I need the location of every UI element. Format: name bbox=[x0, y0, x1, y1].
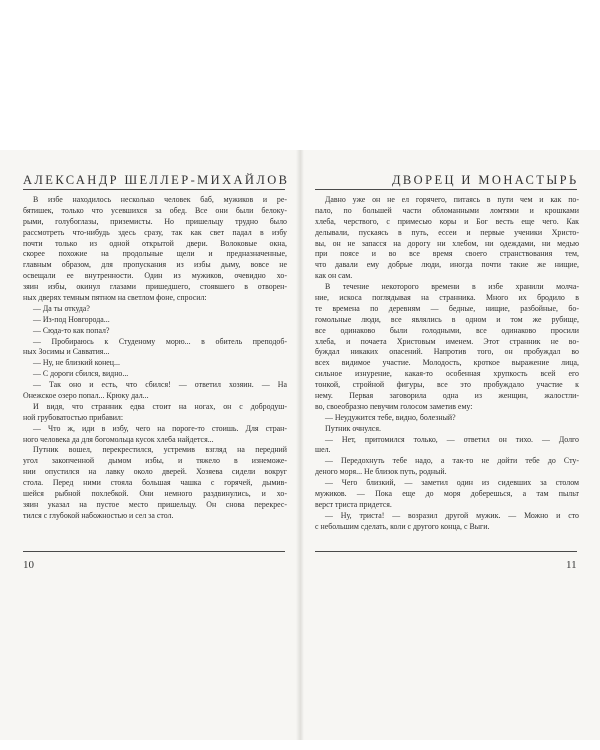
text-line: — Передохнуть тебе надо, а так-то не дойти тебе до Сту- bbox=[325, 456, 579, 466]
text-line: тился с глубокой набожностью и сел за стол. bbox=[23, 510, 174, 520]
text-line: рассмотреть что-нибудь здесь сразу, так как свет падал в избу bbox=[23, 227, 287, 237]
text-line: верст триста придется. bbox=[315, 499, 392, 509]
text-line: шел. bbox=[315, 445, 331, 455]
text-line: стола. Перед ними стояла большая чашка с горячей, дымив- bbox=[23, 478, 287, 488]
text-line: угол закопченной дымом избы, и тяжело в изнеможе- bbox=[23, 456, 287, 466]
left-header-rule bbox=[23, 189, 285, 190]
text-line: — Да ты откуда? bbox=[33, 303, 90, 313]
text-line: ных дверях темным пятном на светлом фоне, спросил: bbox=[23, 293, 207, 303]
text-line: почти только из одной открытой двери. Волоковые окна, bbox=[23, 238, 287, 248]
text-line: шейся рыбной похлебкой. Они немного раздвинулись, и хо- bbox=[23, 489, 287, 499]
text-line: Путник вошел, перекрестился, устремив взгляд на передний bbox=[33, 445, 287, 455]
text-line: ной грубоватостью прибавил: bbox=[23, 412, 124, 422]
text-line: зяин указал на пустое место пришельцу. Он снова перекрес- bbox=[23, 499, 287, 509]
text-line: все одинаково были голодными, все одинаково просили bbox=[315, 325, 579, 335]
text-line: Давно уже он не ел горячего, питаясь в пути чем и как по- bbox=[325, 195, 579, 204]
text-line: с небольшим сделать, коли с другого конца, с Выги. bbox=[315, 521, 490, 531]
text-line: Путник очнулся. bbox=[325, 423, 381, 433]
text-line: зяин избы, окинул глазами пришедшего, стоявшего в отворен- bbox=[23, 282, 287, 292]
left-body-text bbox=[23, 195, 287, 522]
text-line: как он сам. bbox=[315, 271, 353, 281]
text-line: — Нет, притомился только, — ответил он тихо. — Долго bbox=[325, 434, 579, 444]
left-footer-rule bbox=[23, 551, 285, 552]
text-line: — Чего близкий, — заметил один из сидевших за столом bbox=[325, 478, 579, 488]
text-line: — Ну, триста! — возразил другой мужик. — Можно и сто bbox=[325, 510, 579, 520]
text-line: освещали ее внутренности. Один из мужиков, очевидно хо- bbox=[23, 271, 287, 281]
text-line: скорее похожие на продольные щели и предназначенные, bbox=[23, 249, 287, 259]
right-page-number: 11 bbox=[566, 559, 577, 571]
text-line: рыми, голубоглазы, приземисты. Но пришельцу трудно было bbox=[23, 216, 287, 226]
text-line: те времена по деревням — бедные, нищие, разбойные, бо- bbox=[315, 303, 579, 313]
text-line: И видя, что странник едва стоит на ногах, он с добродуш- bbox=[33, 401, 287, 411]
text-line: ных Зосимы и Савватия... bbox=[23, 347, 110, 357]
text-line: гомольные люди, все являлись в одном и том же рубище, bbox=[315, 314, 579, 324]
text-line: — Сюда-то как попал? bbox=[33, 325, 110, 335]
text-line: ние, искоса поглядывая на странника. Много их бродило в bbox=[315, 293, 579, 303]
text-line: — С дороги сбился, видно... bbox=[33, 369, 129, 379]
text-line: бятишек, только что усевшихся за обед. Все они были белоку- bbox=[23, 205, 287, 215]
text-line: В течение некоторого времени в избе хранили молча- bbox=[325, 282, 579, 292]
right-footer-rule bbox=[315, 551, 577, 552]
text-line: главным образом, для пропускания из избы дыму, вовсе не bbox=[23, 260, 287, 270]
text-line: хлеба, и почаета Христовым именем. Этот странник не во- bbox=[315, 336, 579, 346]
text-line: — Так оно и есть, что сбился! — ответил хозяин. — На bbox=[33, 380, 287, 390]
text-line: что давали ему добрые люди, иногда почти такие же нищие, bbox=[315, 260, 579, 270]
right-header-rule bbox=[315, 189, 577, 190]
text-line: всех видимое участие. Молодость, кроткое выражение лица, bbox=[315, 358, 579, 368]
text-line: сильное изнурение, какая-то особенная хрупкость всей его bbox=[315, 369, 579, 379]
text-line: — Из-под Новгорода... bbox=[33, 314, 110, 324]
text-line: — Неудужится тебе, видно, болезный? bbox=[325, 412, 456, 422]
text-line: вы, он не запасся на дорогу ни хлебом, ни одеждами, ни медью bbox=[315, 238, 579, 248]
text-line: ного человека да для богомольца кусок хлеба найдется... bbox=[23, 434, 214, 444]
text-line: тонкой, стройной фигуры, все это пробуждало участие к bbox=[315, 380, 579, 390]
right-body-text bbox=[315, 195, 579, 533]
text-line: пало, по большей части обломанными ломтями и крошками bbox=[315, 205, 579, 215]
left-running-head: АЛЕКСАНДР ШЕЛЛЕР-МИХАЙЛОВ bbox=[23, 173, 290, 187]
text-line: хлеба, черствого, с примесью коры и Бог весть еще чего. Как bbox=[315, 216, 579, 226]
text-line: делывали, пускаясь в путь, ессеи и первые ученики Христо- bbox=[315, 227, 579, 237]
text-line: нии опустился на лавку около дверей. Хозяева сидели вокруг bbox=[23, 467, 287, 477]
text-line: деного моря... Не близок путь, родный. bbox=[315, 467, 447, 477]
left-page-number: 10 bbox=[23, 559, 34, 571]
text-line: — Ну, не близкий конец... bbox=[33, 358, 120, 368]
book-gutter bbox=[296, 150, 304, 740]
text-line: буждал никаких опасений. Напротив того, он пробуждал во bbox=[315, 347, 579, 357]
text-line: во, своеобразно певучим голосом заметив ему: bbox=[315, 401, 473, 411]
text-line: при поясе и во все время своего странствования тем, bbox=[315, 249, 579, 259]
text-line: нему. Первая заговорила одна из женщин, жалостли- bbox=[315, 391, 579, 401]
text-line: В избе находилось несколько человек баб, мужиков и ре- bbox=[33, 195, 287, 204]
text-line: Онежское озеро попал... Крюку дал... bbox=[23, 391, 149, 401]
text-line: — Что ж, иди в избу, чего на пороге-то стоишь. Для стран- bbox=[33, 423, 287, 433]
text-line: — Пробираюсь к Студеному морю... в обитель преподоб- bbox=[33, 336, 287, 346]
right-running-head: ДВОРЕЦ И МОНАСТЫРЬ bbox=[392, 173, 579, 187]
text-line: мужиков. — Пока еще до моря доберешься, а там пыльт bbox=[315, 489, 579, 499]
